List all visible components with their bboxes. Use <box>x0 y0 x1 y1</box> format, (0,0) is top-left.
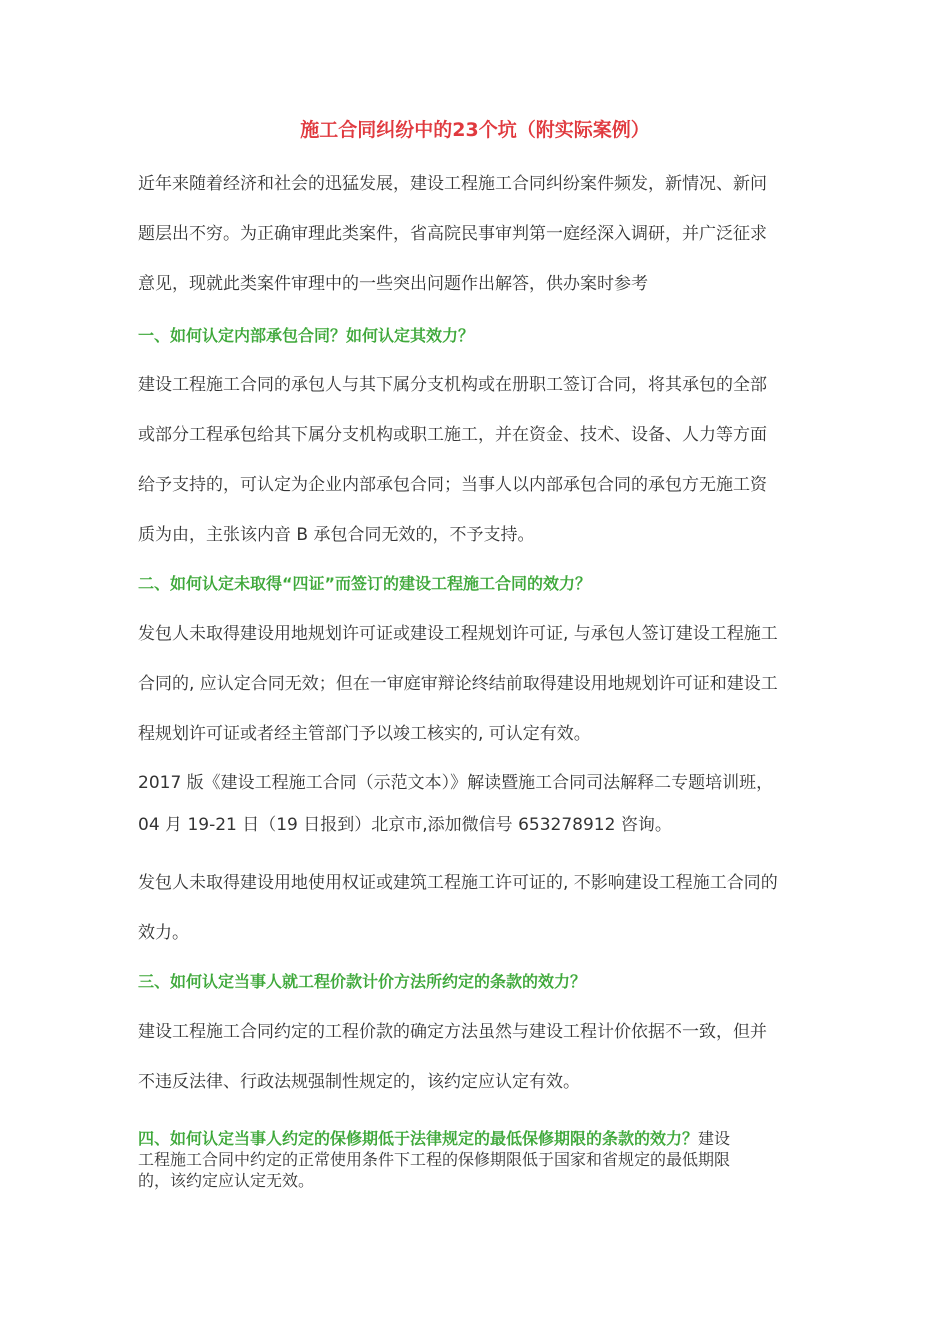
intro-paragraph <box>138 168 828 318</box>
text-line: 发包人未取得建设用地规划许可证或建设工程规划许可证, 与承包人签订建设工程施工 <box>138 624 778 644</box>
section-4-body-start: 建设 <box>698 1129 731 1148</box>
text-line: 质为由，主张该内音 B 承包合同无效的，不予支持。 <box>138 525 535 545</box>
document-title: 施工合同纠纷中的23个坑（附实际案例） <box>300 119 650 141</box>
text-line: 或部分工程承包给其下属分支机构或职工施工，并在资金、技术、设备、人力等方面 <box>138 425 767 445</box>
text-line: 程规划许可证或者经主管部门予以竣工核实的, 可认定有效。 <box>138 724 591 744</box>
section-4-heading: 四、如何认定当事人约定的保修期低于法律规定的最低保修期限的条款的效力？ <box>138 1129 699 1148</box>
section-1-paragraph <box>138 369 828 569</box>
text-line: 题层出不穷。为正确审理此类案件，省高院民事审判第一庭经深入调研，并广泛征求 <box>138 224 767 244</box>
text-line: 不违反法律、行政法规强制性规定的，该约定应认定有效。 <box>138 1072 580 1092</box>
text-line: 效力。 <box>138 923 189 943</box>
text-line: 工程施工合同中约定的正常使用条件下工程的保修期限低于国家和省规定的最低期限 <box>138 1150 731 1169</box>
text-line: 建设工程施工合同约定的工程价款的确定方法虽然与建设工程计价依据不一致，但并 <box>138 1022 767 1042</box>
text-line: 建设工程施工合同的承包人与其下属分支机构或在册职工签订合同，将其承包的全部 <box>138 375 767 395</box>
text-line: 2017 版《建设工程施工合同（示范文本）》解读暨施工合同司法解释二专题培训班， <box>138 773 774 793</box>
text-line <box>138 1128 828 1149</box>
section-2-paragraph-2 <box>138 867 828 967</box>
text-line: 合同的, 应认定合同无效；但在一审庭审辩论终结前取得建设用地规划许可证和建设工 <box>138 674 778 694</box>
text-line: 近年来随着经济和社会的迅猛发展，建设工程施工合同纠纷案件频发，新情况、新问 <box>138 174 767 194</box>
section-2-heading: 二、如何认定未取得“四证”而签订的建设工程施工合同的效力？ <box>138 574 592 593</box>
section-3-heading: 三、如何认定当事人就工程价款计价方法所约定的条款的效力？ <box>138 972 587 991</box>
text-line: 发包人未取得建设用地使用权证或建筑工程施工许可证的, 不影响建设工程施工合同的 <box>138 873 778 893</box>
text-line: 04 月 19-21 日（19 日报到）北京市,添加微信号 653278912 咨询。 <box>138 815 672 835</box>
section-1-heading: 一、如何认定内部承包合同？如何认定其效力？ <box>138 326 475 345</box>
section-3-paragraph <box>138 1016 828 1116</box>
text-line: 意见，现就此类案件审理中的一些突出问题作出解答，供办案时参考 <box>138 274 648 294</box>
section-4-paragraph <box>138 1128 828 1191</box>
section-2-paragraph <box>138 618 828 768</box>
training-notice <box>138 767 828 851</box>
text-line: 的，该约定应认定无效。 <box>138 1171 315 1190</box>
text-line: 给予支持的，可认定为企业内部承包合同；当事人以内部承包合同的承包方无施工资 <box>138 475 767 495</box>
